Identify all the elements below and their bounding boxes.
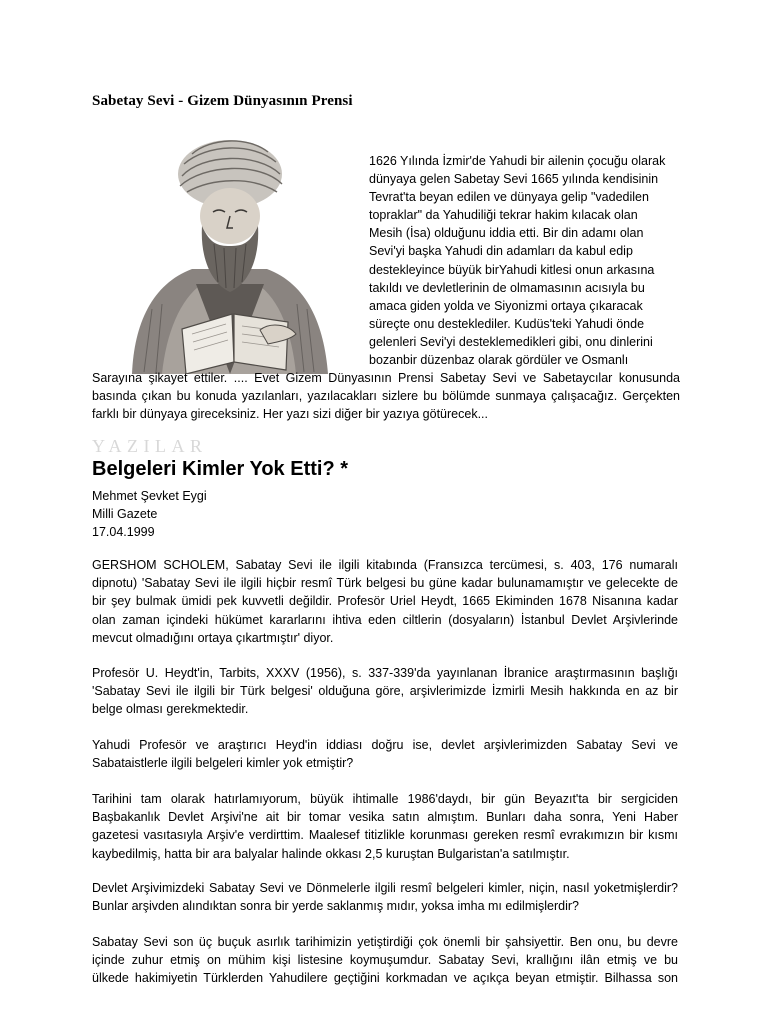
section-label: YAZILAR	[92, 436, 208, 456]
paragraph	[92, 879, 678, 915]
text-line: mevcut olmadığını ortaya çıkartmıştır' diyor.	[92, 630, 334, 645]
text-line: gazetesi vasıtasıyla Arşiv'e verdirttim. Maalesef titizlikle korunması gereken resmî evrakımızın bir kısmı	[92, 828, 678, 843]
text-line: Bunlar arşivden alındıktan sonra bir yerde saklanmış mıdır, yoksa imha mı edilmişlerdir?	[92, 899, 580, 914]
text-line: Sevi'yi başka Yahudi din adamları da kabul edip	[369, 244, 633, 259]
text-line: destekleyince büyük birYahudi kitlesi onun arkasına	[369, 262, 655, 277]
page-title: Sabetay Sevi - Gizem Dünyasının Prensi	[92, 93, 353, 109]
text-line: Mesih (İsa) olduğunu iddia etti. Bir din adamı olan	[369, 226, 644, 241]
article-meta	[92, 487, 207, 541]
paragraph	[92, 664, 678, 719]
text-line: Başbakanlık Devlet Arşivi'ne ait bir tomar vesika satın almıştım. Bunları daha sonra, Yeni Haber	[92, 810, 678, 825]
paragraph	[92, 790, 678, 863]
text-line: Sabataistlerle ilgili belgeleri kimler yok etmiştir?	[92, 756, 354, 771]
text-line: takıldı ve devletlerinin de olmamasının acısıyla bu	[369, 280, 645, 295]
text-line: süreçte onu desteklediler. Kudüs'teki Yahudi önde	[369, 316, 645, 331]
article-date: 17.04.1999	[92, 525, 155, 539]
text-line: amaca giden yolda ve Siyonizmi ortaya çıkaracak	[369, 298, 643, 313]
text-line: 'Sabatay Sevi ile ilgili bir Türk belgesi' olduğuna göre, arşivlerimizde İzmirli Mesih hakkında en az bir	[92, 684, 678, 699]
portrait-image	[92, 134, 360, 374]
text-line: Profesör U. Heydt'in, Tarbits, XXXV (1956), s. 337-339'da yayınlanan İbranice araştırmasının başlığı	[92, 666, 678, 680]
text-line: basında çıkan bu konuda yazılanları, yazılacakları sizlere bu bölümde sunmaya çalışacağız. Gerçekten	[92, 389, 680, 404]
article-title: Belgeleri Kimler Yok Etti? *	[92, 458, 349, 480]
article-author: Mehmet Şevket Eygi	[92, 489, 207, 503]
text-line: Sabatay Sevi son üç buçuk asırlık tarihimizin yetiştirdiği çok önemli bir şahsiyettir. Ben onu, bu devre	[92, 935, 678, 949]
paragraph	[92, 933, 678, 988]
intro-text-right	[369, 152, 687, 369]
paragraph	[92, 556, 678, 647]
text-line: dünyaya gelen Sabetay Sevi 1665 yılında kendisinin	[369, 172, 659, 187]
intro-text-full	[92, 369, 680, 423]
text-line: belge olması gerekmektedir.	[92, 702, 249, 717]
text-line: olan zaman içindeki hükümet kararlarını ihtiva eden ciltlerin (dosyaların) İstanbul Devlet Arşivlerinde	[92, 612, 678, 627]
text-line: farklı bir dünyaya gireceksiniz. Her yazı sizi diğer bir yazıya götürecek...	[92, 407, 488, 422]
text-line: içinde zuhur etmiş on mühim kişi listesine koymuşumdur. Sabatay Sevi, krallığını ilân etmiş ve bu	[92, 953, 678, 968]
text-line: kaybedilmiş, hatta bir ara balyalar halinde okkası 2,5 kuruştan Bulgaristan'a satılmıştır.	[92, 846, 570, 861]
text-line: dipnotu) 'Sabatay Sevi ile ilgili hiçbir resmî Türk belgesi bu güne kadar bulunamamıştır ve gelecekte de	[92, 576, 678, 591]
text-line: Yahudi Profesör ve araştırıcı Heyd'in iddiası doğru ise, devlet arşivlerimizden Sabatay Sevi ve	[92, 738, 678, 752]
text-line: bozanbir düzenbaz olarak gördüler ve Osmanlı	[369, 353, 629, 368]
text-line: 1626 Yılında İzmir'de Yahudi bir ailenin çocuğu olarak	[369, 154, 666, 168]
paragraph	[92, 736, 678, 772]
article-source: Milli Gazete	[92, 507, 158, 521]
text-line: gelenleri Sevi'yi desteklemedikleri gibi, onu dinlerini	[369, 334, 653, 349]
text-line: ülkede hakimiyetin Türklerden Yahudilere geçtiğini korkmadan ve açıkça beyan etmiştir. Bilhassa son	[92, 971, 678, 986]
text-line: topraklar" da Yahudiliği tekrar hakim kılacak olan	[369, 208, 638, 223]
text-line: Devlet Arşivimizdeki Sabatay Sevi ve Dönmelerle ilgili resmî belgeleri kimler, niçin, nasıl yoketmişlerdir?	[92, 881, 678, 895]
text-line: Tarihini tam olarak hatırlamıyorum, büyük ihtimalle 1986'daydı, bir gün Beyazıt'ta bir sergiciden	[92, 792, 678, 806]
text-line: bir şey bulmak ümidi pek kuvvetli değildir. Profesör Uriel Heydt, 1665 Ekiminden 1678 Nisanına kadar	[92, 594, 678, 609]
text-line: Tevrat'ta beyan edilen ve dünyaya gelip "vadedilen	[369, 190, 649, 205]
text-line: Sarayına şikayet ettiler. .... Evet Gizem Dünyasının Prensi Sabetay Sevi ve Sabetaycılar konusunda	[92, 371, 680, 385]
text-line: GERSHOM SCHOLEM, Sabatay Sevi ile ilgili kitabında (Fransızca tercümesi, s. 403, 176 numaralı	[92, 558, 678, 572]
